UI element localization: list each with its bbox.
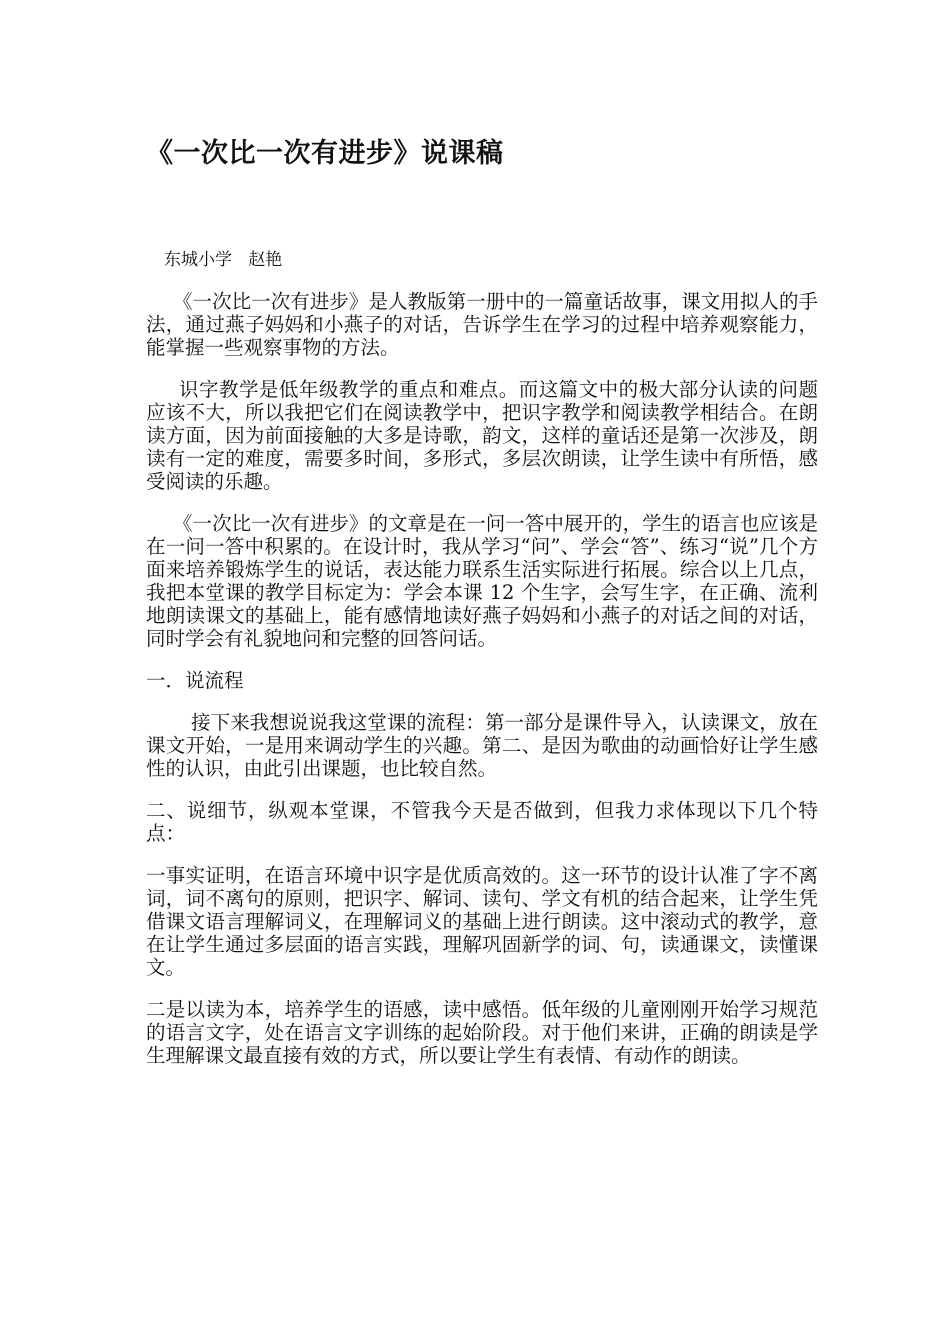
paragraph-objectives: 《一次比一次有进步》的文章是在一问一答中展开的，学生的语言也应该是在一问一答中积累的。在设计时，我从学习“问”、学会“答”、练习“说”几个方面来培养锻炼学生的说话，表达能力联系生活实际进行拓展。综合以上几点，我把本堂课的教学目标定为：学会本课 12 个生字，会写生字，在正确、流利地朗读课文的基础上，能有感情地读好燕子妈妈和小燕子的对话之间的对话，同时学会有礼貌地问和完整的回答问话。	[146, 512, 818, 650]
section-heading-flow: 一．说流程	[146, 669, 244, 692]
document-title: 《一次比一次有进步》说课稿	[146, 138, 504, 169]
paragraph-flow: 接下来我想说说我这堂课的流程：第一部分是课件导入，认读课文，放在课文开始，一是用来调动学生的兴趣。第二、是因为歌曲的动画恰好让学生感性的认识，由此引出课题，也比较自然。	[146, 711, 818, 780]
paragraph-feature-one: 一事实证明，在语言环境中识字是优质高效的。这一环节的设计认准了字不离词，词不离句的原则，把识字、解词、读句、学文有机的结合起来，让学生凭借课文语言理解词义，在理解词义的基础上进行朗读。这中滚动式的教学，意在让学生通过多层面的语言实践，理解巩固新学的词、句，读通课文，读懂课文。	[146, 864, 818, 979]
paragraph-details-heading: 二、说细节，纵观本堂课，不管我今天是否做到，但我力求体现以下几个特点：	[146, 799, 818, 845]
document-body	[146, 290, 818, 1086]
paragraph-intro: 《一次比一次有进步》是人教版第一册中的一篇童话故事，课文用拟人的手法，通过燕子妈妈和小燕子的对话，告诉学生在学习的过程中培养观察能力，能掌握一些观察事物的方法。	[146, 290, 818, 359]
paragraph-feature-two: 二是以读为本，培养学生的语感，读中感悟。低年级的儿童刚刚开始学习规范的语言文字，处在语言文字训练的起始阶段。对于他们来讲，正确的朗读是学生理解课文最直接有效的方式，所以要让学生有表情、有动作的朗读。	[146, 998, 818, 1067]
author-byline: 东城小学 赵艳	[164, 250, 283, 270]
paragraph-literacy: 识字教学是低年级教学的重点和难点。而这篇文中的极大部分认读的问题应该不大，所以我把它们在阅读教学中，把识字教学和阅读教学相结合。在朗读方面，因为前面接触的大多是诗歌，韵文，这样的童话还是第一次涉及，朗读有一定的难度，需要多时间，多形式，多层次朗读，让学生读中有所悟，感受阅读的乐趣。	[146, 378, 818, 493]
